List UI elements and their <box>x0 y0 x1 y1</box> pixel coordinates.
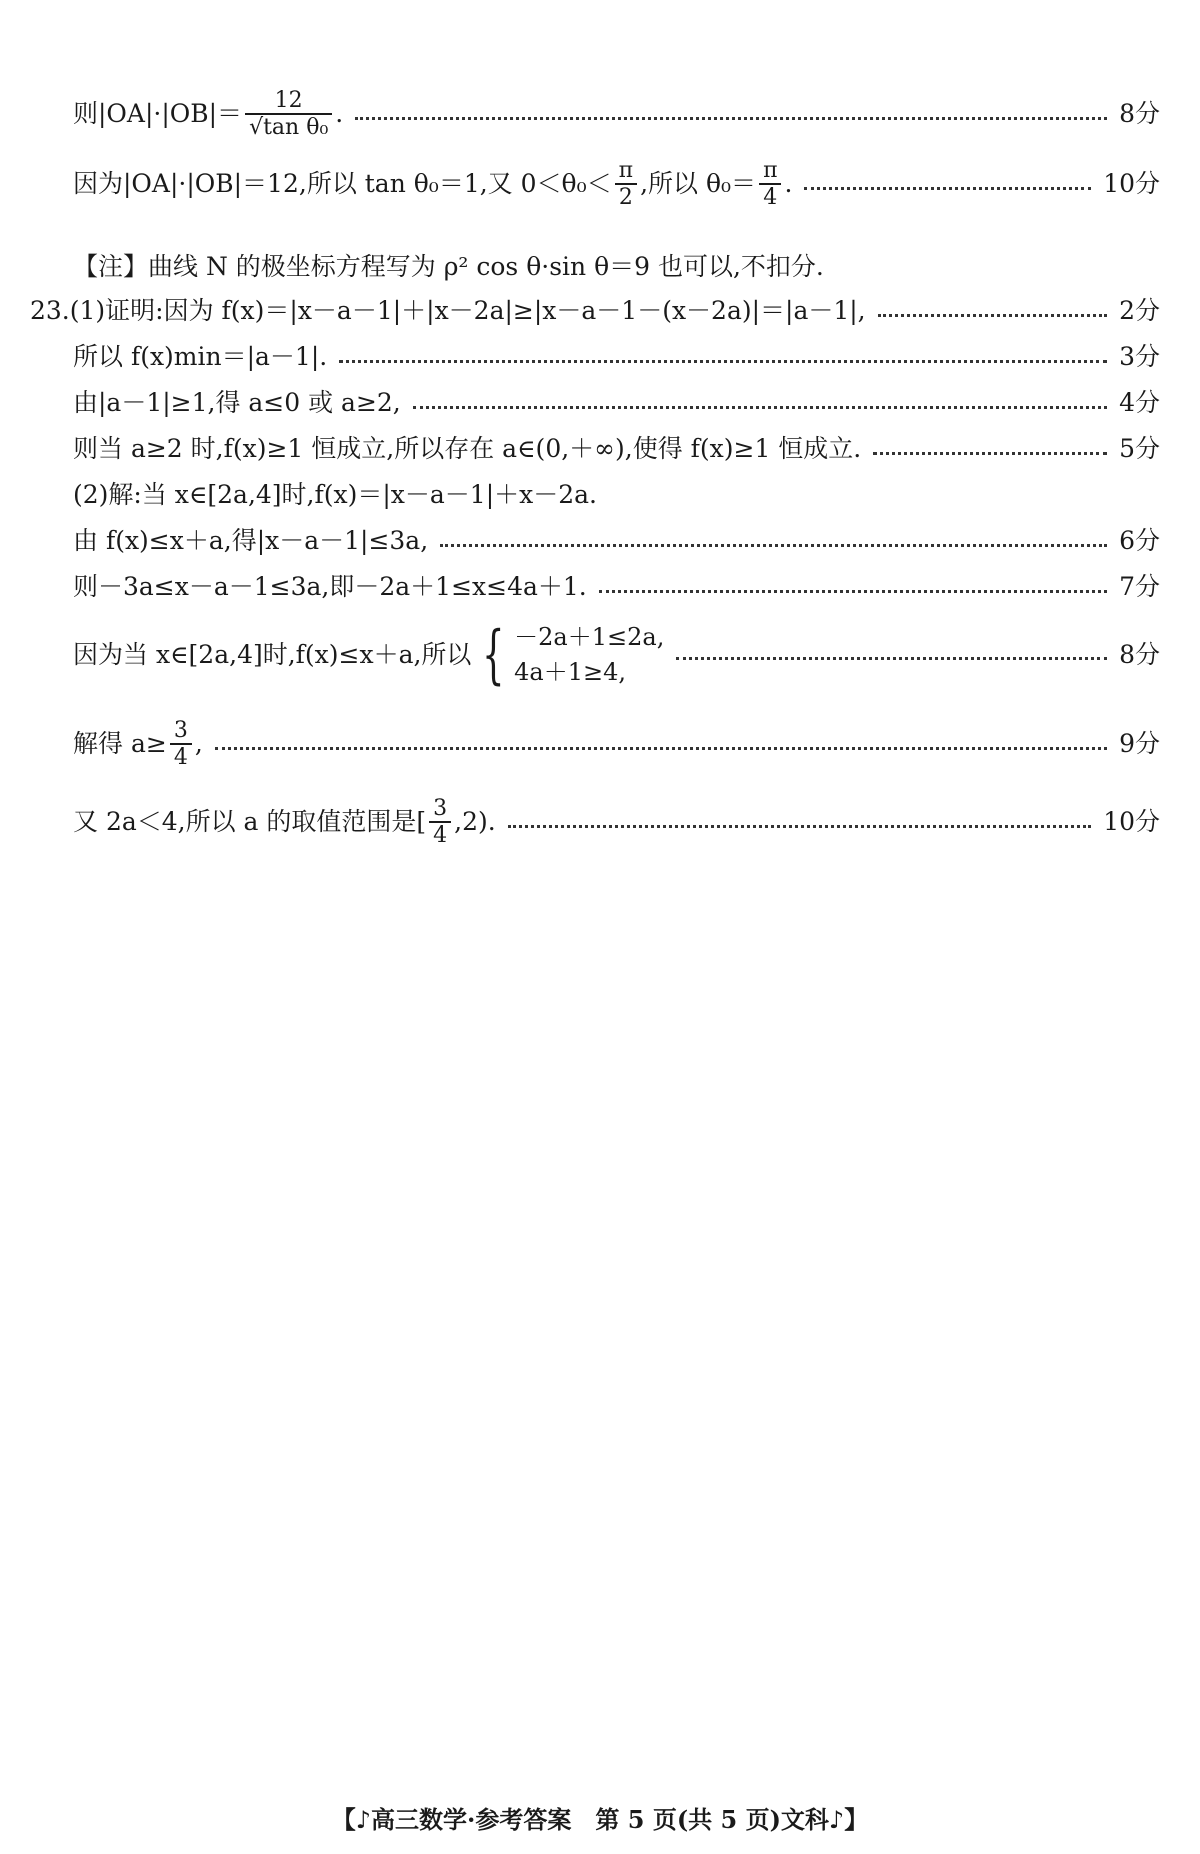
line-text: 23.(1)证明:因为 f(x)＝|x－a－1|＋|x－2a|≥|x－a－1－(x－2a)|＝|a－1|, <box>30 296 866 325</box>
solution-line <box>73 342 1160 372</box>
fraction-numerator: 3 <box>433 796 448 821</box>
solution-line <box>73 158 1160 211</box>
solution-line <box>73 572 1160 602</box>
fraction <box>429 796 451 849</box>
dot-leader <box>599 590 1107 593</box>
fraction-denominator: 2 <box>615 183 637 210</box>
solution-line <box>73 388 1160 418</box>
equation-system <box>473 617 665 692</box>
score-label: 5分 <box>1119 434 1160 463</box>
dot-leader <box>804 187 1091 190</box>
solution-line <box>73 88 1160 141</box>
fraction-numerator: π <box>618 158 634 183</box>
dot-leader <box>508 825 1091 828</box>
line-text: 因为|OA|·|OB|＝12,所以 tan θ₀＝1,又 0＜θ₀＜ <box>73 169 612 199</box>
note-text: 【注】曲线 N 的极坐标方程写为 ρ² cos θ·sin θ＝9 也可以,不扣分. <box>73 252 824 281</box>
score-label: 9分 <box>1119 729 1160 759</box>
dot-leader <box>873 452 1107 455</box>
dot-leader <box>215 747 1107 750</box>
fraction <box>759 158 781 211</box>
solution-line <box>73 718 1160 771</box>
score-label: 8分 <box>1119 99 1160 129</box>
score-label: 7分 <box>1119 572 1160 601</box>
fraction <box>615 158 637 211</box>
dot-leader <box>676 657 1107 660</box>
solution-line <box>73 480 1160 510</box>
dot-leader <box>413 406 1107 409</box>
dot-leader <box>440 544 1107 547</box>
dot-leader <box>355 117 1107 120</box>
solution-line <box>73 434 1160 464</box>
score-label: 8分 <box>1119 639 1160 669</box>
line-text: ,2). <box>454 807 496 837</box>
line-text: 因为当 x∈[2a,4]时,f(x)≤x＋a,所以 <box>73 639 472 669</box>
line-text: 由 f(x)≤x＋a,得|x－a－1|≤3a, <box>73 526 429 555</box>
note-line <box>73 252 1160 282</box>
score-label: 10分 <box>1103 807 1160 837</box>
line-text: . <box>335 99 344 129</box>
line-text: 由|a－1|≥1,得 a≤0 或 a≥2, <box>73 388 401 417</box>
page-footer: 【♪高三数学·参考答案 第 5 页(共 5 页)文科♪】 <box>331 1805 869 1834</box>
dot-leader <box>339 360 1107 363</box>
line-text: 解得 a≥ <box>73 729 167 759</box>
fraction-numerator: π <box>763 158 778 183</box>
score-label: 3分 <box>1119 342 1160 371</box>
line-text: (2)解:当 x∈[2a,4]时,f(x)＝|x－a－1|＋x－2a. <box>73 480 597 509</box>
line-text: 又 2a＜4,所以 a 的取值范围是[ <box>73 807 427 837</box>
solution-line <box>73 526 1160 556</box>
solution-line <box>30 296 1160 326</box>
fraction-denominator: 4 <box>170 743 192 770</box>
fraction-denominator: √tan θ₀ <box>245 113 332 140</box>
line-text: 则当 a≥2 时,f(x)≥1 恒成立,所以存在 a∈(0,＋∞),使得 f(x)≥1 恒成立. <box>73 434 862 463</box>
line-text: , <box>194 729 203 759</box>
solution-line <box>73 617 1160 692</box>
system-row: 4a＋1≥4, <box>514 657 627 686</box>
line-text: 所以 f(x)min＝|a－1|. <box>73 342 328 371</box>
system-row: －2a＋1≤2a, <box>514 623 665 651</box>
line-text: 则－3a≤x－a－1≤3a,即－2a＋1≤x≤4a＋1. <box>73 572 587 601</box>
score-label: 2分 <box>1119 296 1160 325</box>
left-brace-icon: { <box>482 617 505 692</box>
line-text: ,所以 θ₀＝ <box>640 169 757 199</box>
score-label: 6分 <box>1119 526 1160 555</box>
fraction-denominator: 4 <box>429 821 451 848</box>
line-text: . <box>784 169 793 199</box>
fraction-numerator: 12 <box>274 88 303 113</box>
line-text: 则|OA|·|OB|＝ <box>73 99 243 129</box>
fraction <box>170 718 192 771</box>
score-label: 4分 <box>1119 388 1160 417</box>
fraction <box>245 88 332 141</box>
score-label: 10分 <box>1103 169 1160 199</box>
dot-leader <box>878 314 1107 317</box>
solution-line <box>73 796 1160 849</box>
fraction-denominator: 4 <box>759 183 781 210</box>
fraction-numerator: 3 <box>173 718 188 743</box>
